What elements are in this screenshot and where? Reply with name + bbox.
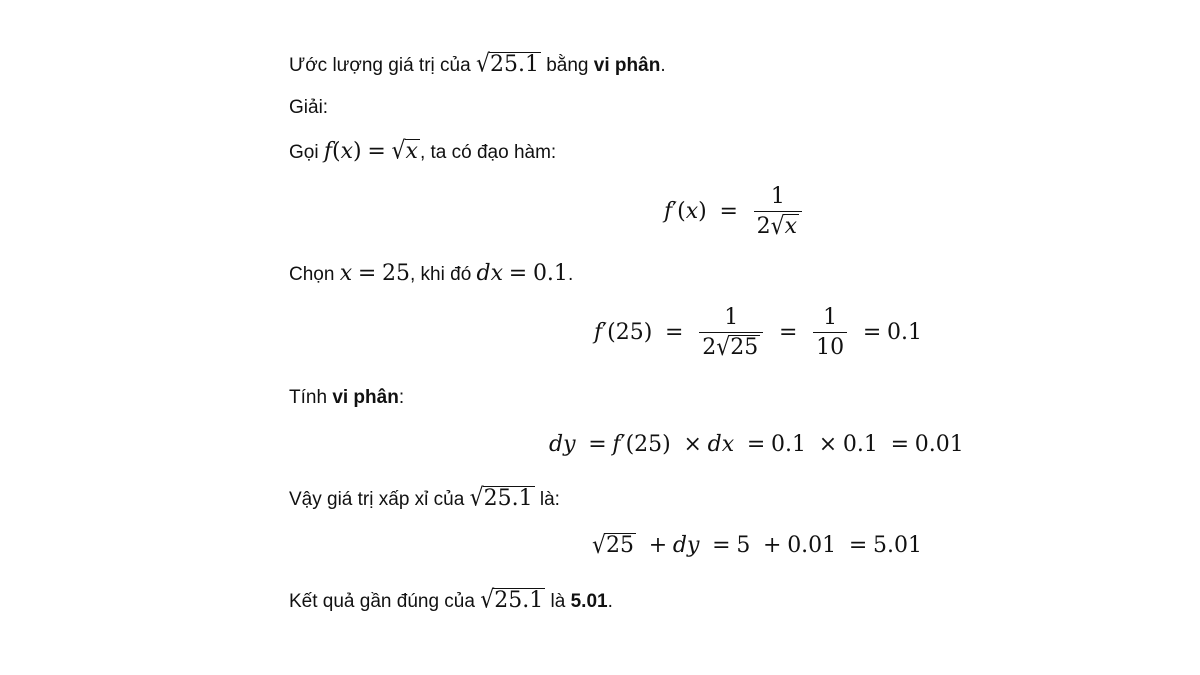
eq1-den-radicand: x	[784, 214, 798, 240]
eq3-b: 0.1	[842, 432, 878, 457]
approx-line	[289, 485, 560, 514]
choose-x: x	[339, 261, 353, 286]
eq4-radicand: 25	[606, 533, 635, 558]
eq3-dx-x: x	[721, 432, 735, 457]
radical-symbol: √	[770, 212, 785, 241]
intro-function	[324, 139, 420, 164]
eq2-result: 0.1	[886, 319, 922, 345]
eq2-frac1-radicand: 25	[730, 335, 759, 361]
eq3-eq1: =	[588, 432, 607, 457]
eq3-times1: ×	[683, 432, 702, 457]
eq1-eq: =	[719, 198, 738, 224]
conclusion-radicand: 25.1	[494, 588, 544, 613]
eq1-prime: ′	[672, 198, 678, 224]
eq3-a: 0.1	[771, 432, 806, 457]
equation-derivative	[0, 184, 1200, 240]
eq4-d: d	[672, 533, 687, 558]
eq2-fraction2	[813, 305, 847, 361]
eq1-numerator: 1	[770, 184, 785, 209]
eq4-plus2: +	[763, 533, 782, 558]
choose-mid: , khi đó	[410, 264, 472, 285]
choose-value: 25	[382, 261, 410, 286]
choose-d: d	[476, 261, 491, 286]
intro-paren-open: (	[332, 139, 341, 164]
problem-middle: bằng	[546, 55, 589, 76]
eq3-eq2: =	[746, 432, 766, 457]
equation-differential	[0, 432, 1200, 457]
problem-bold: vi phân	[593, 55, 661, 76]
intro-eq: =	[367, 139, 386, 164]
eq1-den-coef: 2	[756, 214, 771, 240]
approx-suffix: là:	[539, 489, 560, 510]
eq2-frac1-den-coef: 2	[702, 335, 717, 361]
equation-approximation	[0, 533, 1200, 558]
eq4-eq1: =	[712, 533, 731, 558]
eq1-den-sqrt	[771, 214, 799, 239]
intro-sqrt	[392, 138, 420, 166]
radical-symbol: √	[391, 137, 406, 166]
eq3-arg: (25)	[625, 432, 671, 457]
choose-x-eq	[340, 261, 410, 286]
eq3-times2: ×	[818, 432, 838, 457]
eq4-five: 5	[736, 533, 751, 558]
eq3-dx-d: d	[707, 432, 722, 457]
approx-radicand: 25.1	[483, 486, 533, 511]
intro-f: f	[323, 139, 333, 164]
compute-bold: vi phân	[332, 387, 399, 408]
choose-eq: =	[357, 261, 377, 286]
eq2-frac1-sqrt	[716, 335, 760, 360]
solution-label: Giải:	[289, 97, 329, 118]
choose-prefix: Chọn	[289, 264, 335, 285]
conclusion-line	[289, 587, 613, 616]
eq3-y: y	[563, 432, 576, 457]
problem-prefix: Ước lượng giá trị của	[289, 55, 471, 76]
eq2-prime: ′	[602, 319, 608, 345]
eq4-result: 5.01	[873, 533, 923, 558]
intro-prefix: Gọi	[289, 142, 319, 163]
intro-suffix: , ta có đạo hàm:	[419, 142, 557, 163]
conclusion-sqrt	[480, 587, 545, 615]
eq1-x: x	[685, 198, 699, 224]
choose-dx-var: x	[490, 261, 504, 286]
eq2-fraction1	[699, 305, 763, 361]
eq1-paren-close: )	[698, 198, 707, 224]
intro-paren-close: )	[353, 139, 362, 164]
intro-radicand: x	[405, 139, 418, 164]
approx-sqrt	[470, 485, 535, 513]
conclusion-bold: 5.01	[570, 591, 608, 612]
choose-dx-eq	[477, 261, 568, 286]
compute-line	[289, 384, 404, 412]
eq1-f: f	[664, 198, 673, 224]
eq2-eq3: =	[862, 319, 882, 345]
eq2-f: f	[594, 319, 603, 345]
conclusion-end: .	[607, 591, 613, 612]
eq3-prime: ′	[620, 432, 626, 457]
radical-symbol: √	[475, 50, 490, 79]
conclusion-prefix: Kết quả gần đúng của	[289, 591, 475, 612]
eq2-frac1-numerator: 1	[724, 305, 739, 330]
choose-eq2: =	[508, 261, 528, 286]
compute-end: :	[398, 387, 405, 408]
eq3-result: 0.01	[914, 432, 964, 457]
radical-symbol: √	[469, 484, 484, 513]
problem-sqrt	[476, 51, 541, 79]
problem-end: .	[660, 55, 666, 76]
eq3-eq3: =	[890, 432, 910, 457]
radical-symbol: √	[592, 531, 607, 560]
eq2-eq2: =	[778, 319, 798, 345]
eq2-frac1-denominator	[699, 332, 763, 360]
equation-evaluate	[0, 305, 1200, 361]
intro-line	[289, 138, 556, 167]
eq1-paren-open: (	[677, 198, 686, 224]
eq3-d: d	[549, 432, 564, 457]
eq1-denominator	[754, 211, 802, 239]
eq2-eq1: =	[665, 319, 684, 345]
intro-x: x	[340, 139, 354, 164]
problem-radicand: 25.1	[489, 52, 539, 77]
eq4-sqrt	[592, 533, 636, 558]
eq4-y: y	[687, 533, 700, 558]
choose-dx-value: 0.1	[532, 261, 568, 286]
eq2-frac2-numerator: 1	[823, 305, 838, 330]
eq3-f: f	[612, 432, 621, 457]
approx-prefix: Vậy giá trị xấp xỉ của	[289, 489, 465, 510]
compute-prefix: Tính	[289, 387, 328, 408]
radical-symbol: √	[716, 333, 731, 362]
eq2-frac2-denominator: 10	[813, 332, 847, 360]
choose-line	[289, 260, 573, 289]
eq4-plus1: +	[648, 533, 668, 558]
radical-symbol: √	[480, 586, 495, 615]
choose-end: .	[567, 264, 574, 285]
conclusion-middle: là	[550, 591, 566, 612]
eq2-arg: (25)	[607, 319, 653, 345]
eq4-small: 0.01	[787, 533, 837, 558]
problem-statement	[289, 51, 666, 80]
eq1-fraction	[754, 184, 802, 240]
eq4-eq2: =	[848, 533, 868, 558]
